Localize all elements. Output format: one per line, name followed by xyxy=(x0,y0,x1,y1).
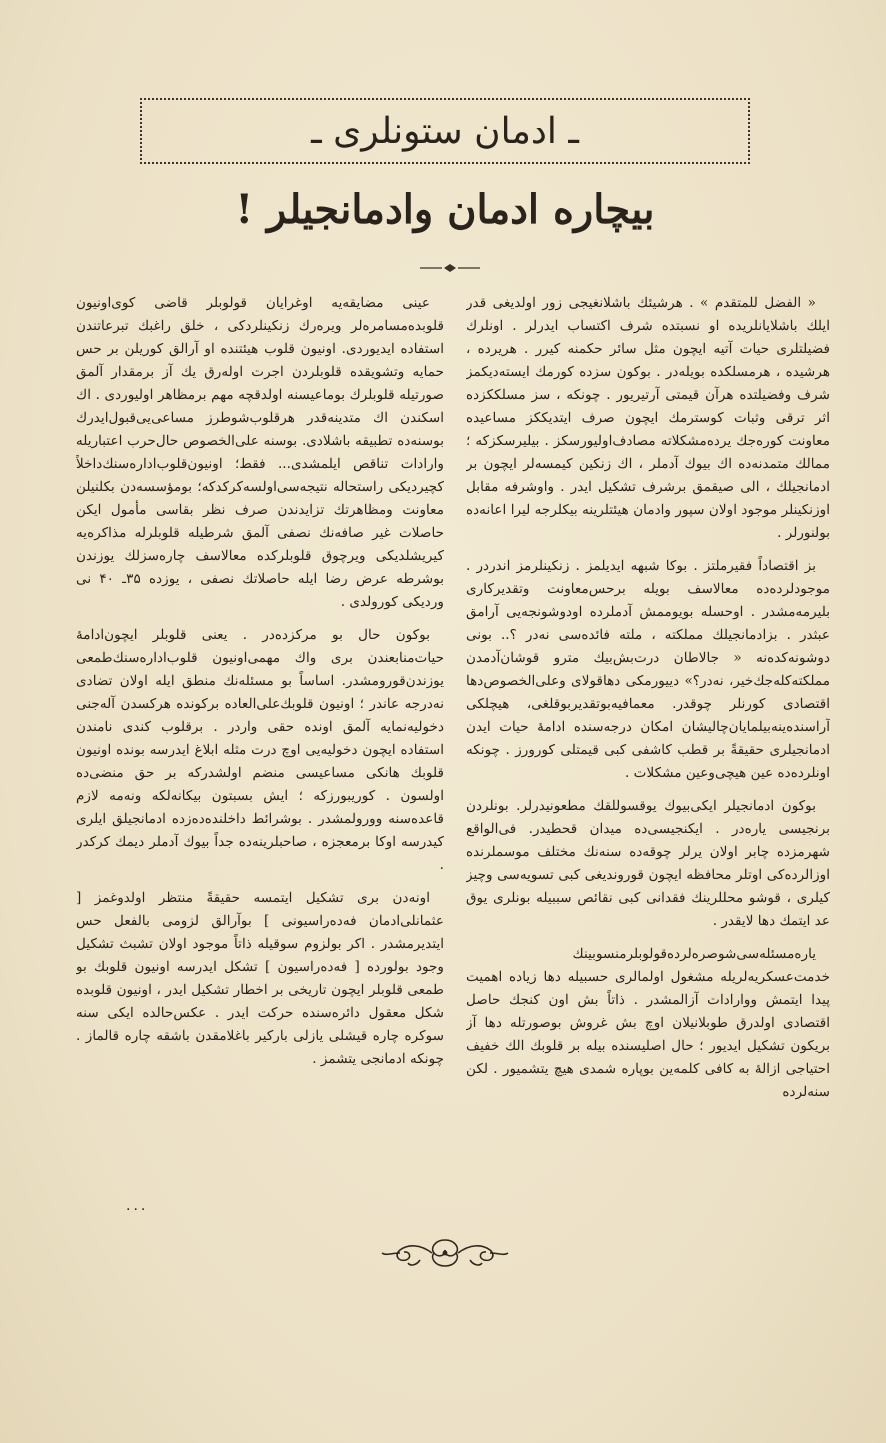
right-paragraph-2: بز اقتصاداً فقیر‌ملتز . بوکا شبهه ایدیلمز . زنکینلرمز اندردر . موجودلرده‌ده معالاسف بویله برحس‌معاونت وتقدیرکاری بلیرمه‌مشدر . اوحسله بویوممش آدملرده اودوشونجه‌یی آرامق عبثدر . بزادمانجیلك مملکته ، ملته فائده‌سی نه‌در ؟.. بونی دوشونه‌کده‌نه « جالاطان درت‌بش‌بیك مترو قوشان‌آدمدن مملکته‌کله‌جك‌خیر، نه‌در؟» دییورمکی دهاقولای وعلی‌الخصوص‌دها اقتصادی کورنلر چوقدر. معمافیه‌بوتقدیربوقلغی، هیچلکی آراسنده‌ینه‌بیلمایان‌چالیشان امکان درجه‌سنده ادامهٔ حیات ایدن ادمانجیلری حقیقةً بر قطب کاشفی کبی قیمتلی کورورز . چونکه اونلرده‌ده عین هیچی‌وعین مشکلات . xyxy=(466,558,830,781)
left-paragraph-2: بوکون حال بو مرکزده‌در . یعنی قلوبلر ایچون‌ادامهٔ حیات‌منابعندن بری واك مهمی‌اونیون قلوب‌اداره‌سنك‌طمعی یوزندن‌قورومشدر. اساساً بو مسئله‌نك منطق ایله اولان تضادی نه‌درجه عاندر ؛ اونیون قلوبك‌علی‌العاده برکونده هرکسدن آله‌جنی دخولیه‌نمایه آلمق اونده حقی واردر . برقلوب کندی نامندن استفاده ایچون دخولیه‌یی اوچ درت مثله ابلاغ ایدرسه بونده اونیون قلوبك هانکی مساعیسی منضم اولشدرکه بر حق منضی‌ده اولسون . کوریبورزکه ؛ ایش بسبتون بیکانه‌لکه ونه‌مه لازم قاعده‌سنه وورولمشدر . بوشرائط داخلنده‌ده‌زده ادمانجیلق ایلری کیدرسه اوکا برمعجزه ، صاحبلرینه‌ده جداً بیوك آدملر دیمك کرکدر . xyxy=(76,627,444,873)
article-headline: بیچاره ادمان وادمانجیلر ! xyxy=(235,186,655,233)
left-paragraph-3: اونه‌دن بری تشکیل ایتمسه حقیقةً منتظر اولدوغمز [ عثمانلی‌ادمان فه‌ده‌راسیونی ] بوآرالق لزومی بالفعل حس ایتدیرمشدر . اکر بولزوم سوقیله ذاتاً موجود اولان تشبث تشکیل وجود بولورده [ فه‌ده‌راسیون ] تشکل ایدرسه اونیون قلوبك بو طمعی قلوبلر ایچون تاریخی بر اخطار تشکیل ایدر ، اونیون قلوبده شکل معقول دائره‌سنده حرکت ایدر . عکس‌حالده ایکی سنه سوکره چاره قیشلی یازلی بارکیر باغلامقدن باشقه چاره قالماز . چونکه ادمانجی یتشمز . xyxy=(76,890,444,1067)
left-text-column xyxy=(76,292,444,1212)
right-paragraph-1: « الفضل للمتقدم » . هرشیئك باشلانغیجی زور اولدیغی قدر ایلك باشلایانلریده او نسبتده شرف اکتساب ایدرلر . اونلرك فضیلتلری حیات آتیه ایچون مثل سائر حکمنه کیرر . هریرده ، هرشیده ، هرمسلکده بویله‌در . بوکون سزده کورمك ایسته‌دیکمز شرف وفضیلتده هرآن قیمتی آرتیریور . چونکه ، سز مسلککزده اثر ترقی وثبات کوسترمك ایچون صرف ایتدیککز مساعیده معاونت کوره‌جك یرده‌مشکلاته مصادف‌اولیورسکز . بیلیرسکزکه ؛ ممالك متمدنه‌ده اك بیوك آدملر ، اك زنکین کیمسه‌لر ایچون بر ادمانجیلك ، الی صیقمق برشرف تشکیل ایدر . واوشرفه مقابل اوزنکینلر موجود اولان سپور وادمان هیئتلرینه بیکلرجه لیرا اعانه‌ده بولنورلر . xyxy=(466,295,830,541)
section-title: ـ ادمان ستونلری ـ xyxy=(311,110,579,152)
right-text-column xyxy=(466,292,830,1292)
left-paragraph-1: عینی مضایقه‌یه اوغرایان قولوبلر قاضی کوی‌اونیون قلوبده‌مسامره‌لر ویره‌رك زنکینلردکی ، خلق راغبك تبرعاتندن استفاده ایدیوردی. اونیون قلوب هیئتنده او آرالق کوریلن بر حس حمایه وتشویقده قلوبلردن اجرت اوله‌رق یك آز برمقدار آلمق صورتیله قلوبلرك بوماعیسنه اولدقچه مهم برمظاهر اولیوردی . اك اسکندن اك متدینه‌قدر هرقلوب‌شوطرز مساعی‌یی‌قبول‌ایدرك بوسنه‌ده تطبیقه باشلادی. بوسنه علی‌الخصوص حال‌حرب اعتباریله وارادات تناقص ایلمشدی... فقط؛ اونیون‌قلوب‌اداره‌سنك‌داخلاً کچیردیکی راستحاله نتیجه‌سی‌اولسه‌کرکدکه؛ بومؤسسه‌دن بکلنیلن معاونت ومظاهرتك تزایدندن صرف نظر بقاسی مأمول ایکن حاصلات غیر صافه‌نك نصفی آلمق شرطیله قلوبلرله مذاکره‌یه کیریشلدیکی ویرچوق قلوبلرکده معالاسف چاره‌سزلك یوزندن بوشرطه عرض رضا ایله حاصلاتك نصفی ، یوزده ۳۵ـ ۴۰ نی وردیکی کورولدی . xyxy=(76,295,444,610)
right-paragraph-4: یاره‌مسئله‌سی‌شوصره‌لرده‌قولوبلرمنسوبینك خدمت‌عسکریه‌لریله مشغول اولمالری حسبیله دها زیاده اهمیت پیدا ایتمش ووارادات آزالمشدر . ذاتاً بش اون کنجك حاصل اقتصادی اولدرق طوبلانیلان اوچ بش غروش بوصورتله دها آز بریکون تشکیل ایدیور ؛ حال اصلیسنده بیله بر قلوبك الك خفیف احتیاجی ازالهٔ به کافی کلمه‌ین بوپاره شمدی هیچ یتشمیور . لکن سنه‌لرده xyxy=(466,946,830,1100)
right-paragraph-3: بوکون ادمانجیلر ایکی‌بیوك یوقسوللقك مطعونیدرلر. بونلردن برنجیسی یاره‌در . ایکنجیسی‌ده میدان قحطیدر. فی‌الواقع شهرمزده چابر اولان یرلر چوقه‌ده سنه‌نك مختلف موسملرنده اوزالرده‌کی اوتلر محافظه ایچون قوروندیغی کبی تسویه‌سی وچیز کیلری ، قوشو محللرینك فقدانی کبی نقائص سببیله بونلری یوق عد ایتمك دها لایقدر . xyxy=(466,798,830,929)
arabesque-ornament-icon xyxy=(380,1236,510,1270)
end-ellipsis: ... xyxy=(126,1198,149,1214)
section-header-box xyxy=(140,98,750,164)
small-divider-icon xyxy=(420,262,480,274)
